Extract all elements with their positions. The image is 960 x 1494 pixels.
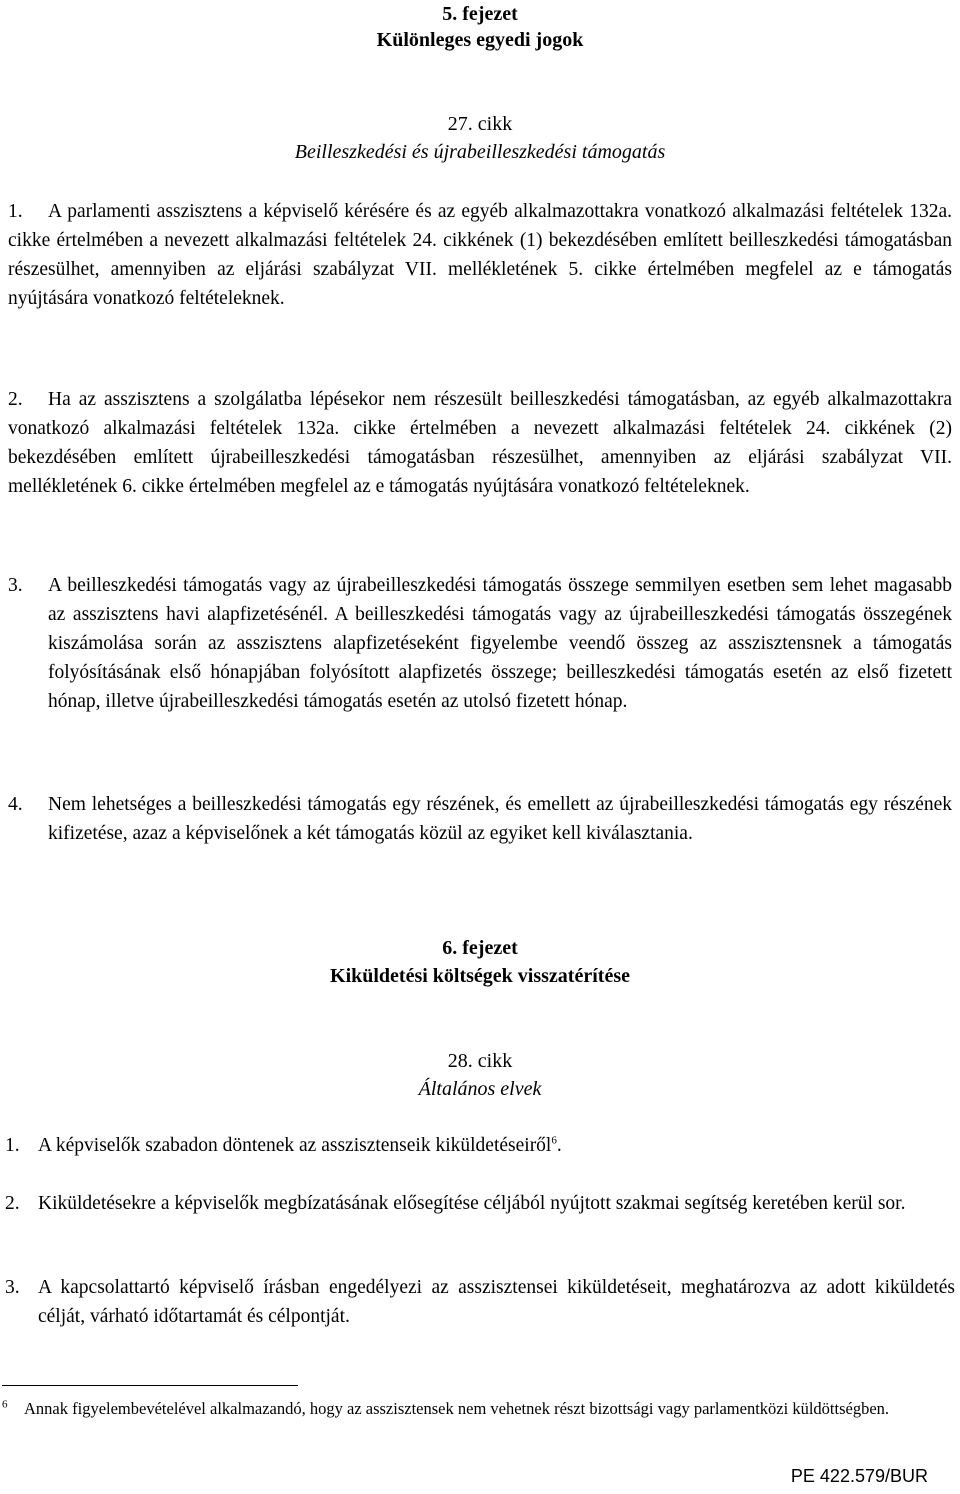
chapter-6-number: 6. fejezet [442, 937, 518, 959]
article-27-paragraph-4 [8, 790, 952, 848]
paragraph-number: 2. [5, 1193, 20, 1214]
paragraph-number: 1. [8, 201, 23, 222]
chapter-5-number: 5. fejezet [442, 3, 518, 25]
article-28-title: Általános elvek [418, 1078, 542, 1100]
article-27-paragraph-1 [8, 197, 952, 313]
paragraph-text: Ha az asszisztens a szolgálatba lépésekor nem részesült beilleszkedési támogatásban, az egyéb alkalmazottakra vonatkozó alkalmazási feltételek 132a. cikke értelmében a nevezett alkalmazási feltételek 24. cikkének (2) bekezdésében említett újrabeilleszkedési támogatásban részesülhet, amennyiben az eljárási szabályzat VII. mellékletének 6. cikke értelmében megfelel az e támogatás nyújtására vonatkozó feltételeknek. [8, 389, 952, 497]
article-27-paragraph-2 [8, 385, 952, 501]
paragraph-text: A parlamenti asszisztens a képviselő kérésére és az egyéb alkalmazottakra vonatkozó alkalmazási feltételek 132a. cikke értelmében a nevezett alkalmazási feltételek 24. cikkének (1) bekezdésében említett beilleszkedési támogatásban részesülhet, amennyiben az eljárási szabályzat VII. mellékletének 5. cikke értelmében megfelel az e támogatás nyújtására vonatkozó feltételeknek. [8, 201, 952, 309]
article-27-paragraph-3 [8, 571, 952, 716]
article-28-number: 28. cikk [447, 1050, 513, 1072]
chapter-5-title: Különleges egyedi jogok [376, 29, 584, 51]
paragraph-text: Kiküldetésekre a képviselők megbízatásának elősegítése céljából nyújtott szakmai segítség keretében kerül sor. [38, 1193, 906, 1214]
chapter-6-title: Kiküldetési költségek visszatérítése [330, 965, 630, 987]
paragraph-text: Nem lehetséges a beilleszkedési támogatás egy részének, és emellett az újrabeilleszkedési támogatás egy részének kifizetése, azaz a képviselőnek a két támogatás közül az egyiket kell kiválasztania. [48, 794, 952, 844]
footnote [2, 1396, 957, 1422]
paragraph-number: 3. [8, 575, 23, 596]
footnote-reference[interactable]: 6 [551, 1134, 557, 1147]
document-reference: PE 422.579/BUR [790, 1466, 928, 1486]
paragraph-number: 3. [5, 1277, 20, 1298]
paragraph-number: 1. [5, 1135, 20, 1156]
article-27-number: 27. cikk [447, 113, 513, 135]
paragraph-number: 4. [8, 794, 23, 815]
footnote-text: Annak figyelembevételével alkalmazandó, hogy az asszisztensek nem vehetnek részt bizottsági vagy parlamentközi küldöttségben. [24, 1399, 890, 1418]
paragraph-tail: . [556, 1135, 562, 1156]
article-28-paragraph-3 [5, 1273, 955, 1331]
paragraph-text: A képviselők szabadon döntenek az asszisztenseik kiküldetéseiről [38, 1135, 552, 1156]
footnote-number: 6 [2, 1398, 8, 1411]
footnote-separator [2, 1385, 298, 1386]
article-28-paragraph-2 [5, 1189, 955, 1218]
article-27-title: Beilleszkedési és újrabeilleszkedési támogatás [294, 141, 666, 163]
paragraph-number: 2. [8, 389, 23, 410]
paragraph-text: A beilleszkedési támogatás vagy az újrabeilleszkedési támogatás összege semmilyen esetben sem lehet magasabb az asszisztens havi alapfizetésénél. A beilleszkedési támogatás vagy az újrabeilleszkedési támogatás összegének kiszámolása során az asszisztens alapfizetéseként figyelembe veendő összeg az asszisztensnek a támogatás folyósításának első hónapjában folyósított alapfizetés összege; beilleszkedési támogatás esetén az első fizetett hónap, illetve újrabeilleszkedési támogatás esetén az utolsó fizetett hónap. [48, 575, 952, 712]
paragraph-text: A kapcsolattartó képviselő írásban engedélyezi az asszisztensei kiküldetéseit, meghatározva az adott kiküldetés célját, várható időtartamát és célpontját. [38, 1277, 955, 1327]
paragraph-text-wrap [5, 1131, 955, 1160]
article-28-paragraph-1 [5, 1131, 955, 1160]
